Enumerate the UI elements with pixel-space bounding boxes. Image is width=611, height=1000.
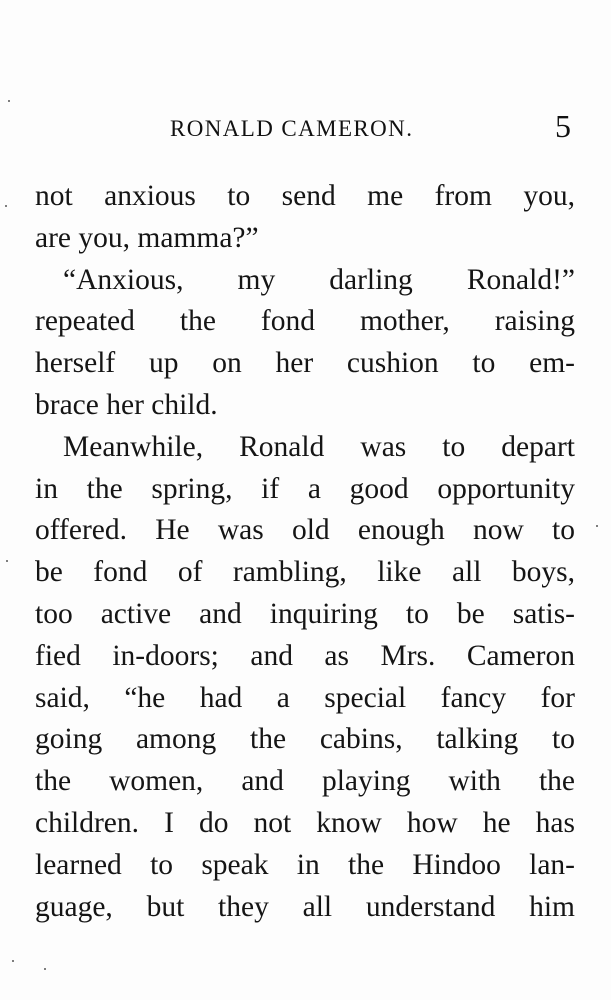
text-line: herself up on her cushion to em- (35, 347, 575, 380)
scan-speck (8, 100, 10, 102)
text-line: said, “he had a special fancy for (35, 681, 575, 714)
text-line: the women, and playing with the (35, 765, 575, 798)
text-line: guage, but they all understand him (35, 890, 575, 923)
body-text (35, 176, 575, 928)
scan-speck (6, 560, 8, 562)
text-line: be fond of rambling, like all boys, (35, 556, 575, 589)
scan-speck (596, 525, 598, 527)
text-line: offered. He was old enough now to (35, 514, 575, 547)
text-line: fied in-doors; and as Mrs. Cameron (35, 639, 575, 672)
text-line: in the spring, if a good opportunity (35, 472, 575, 505)
text-line: repeated the fond mother, raising (35, 305, 575, 338)
text-line: children. I do not know how he has (35, 806, 575, 839)
text-line: brace her child. (35, 388, 218, 421)
text-line: going among the cabins, talking to (35, 723, 575, 756)
running-head-title: RONALD CAMERON. (170, 116, 414, 141)
page-number: 5 (555, 108, 571, 144)
scan-speck (12, 960, 14, 962)
text-line: not anxious to send me from you, (35, 180, 575, 212)
text-line: Meanwhile, Ronald was to depart (63, 430, 575, 463)
text-line: learned to speak in the Hindoo lan- (35, 848, 575, 881)
scan-speck (44, 968, 46, 970)
running-head (0, 108, 611, 148)
scan-speck (5, 205, 7, 207)
text-line: too active and inquiring to be satis- (35, 597, 575, 630)
text-line: are you, mamma?” (35, 221, 259, 254)
text-line: “Anxious, my darling Ronald!” (63, 263, 575, 296)
